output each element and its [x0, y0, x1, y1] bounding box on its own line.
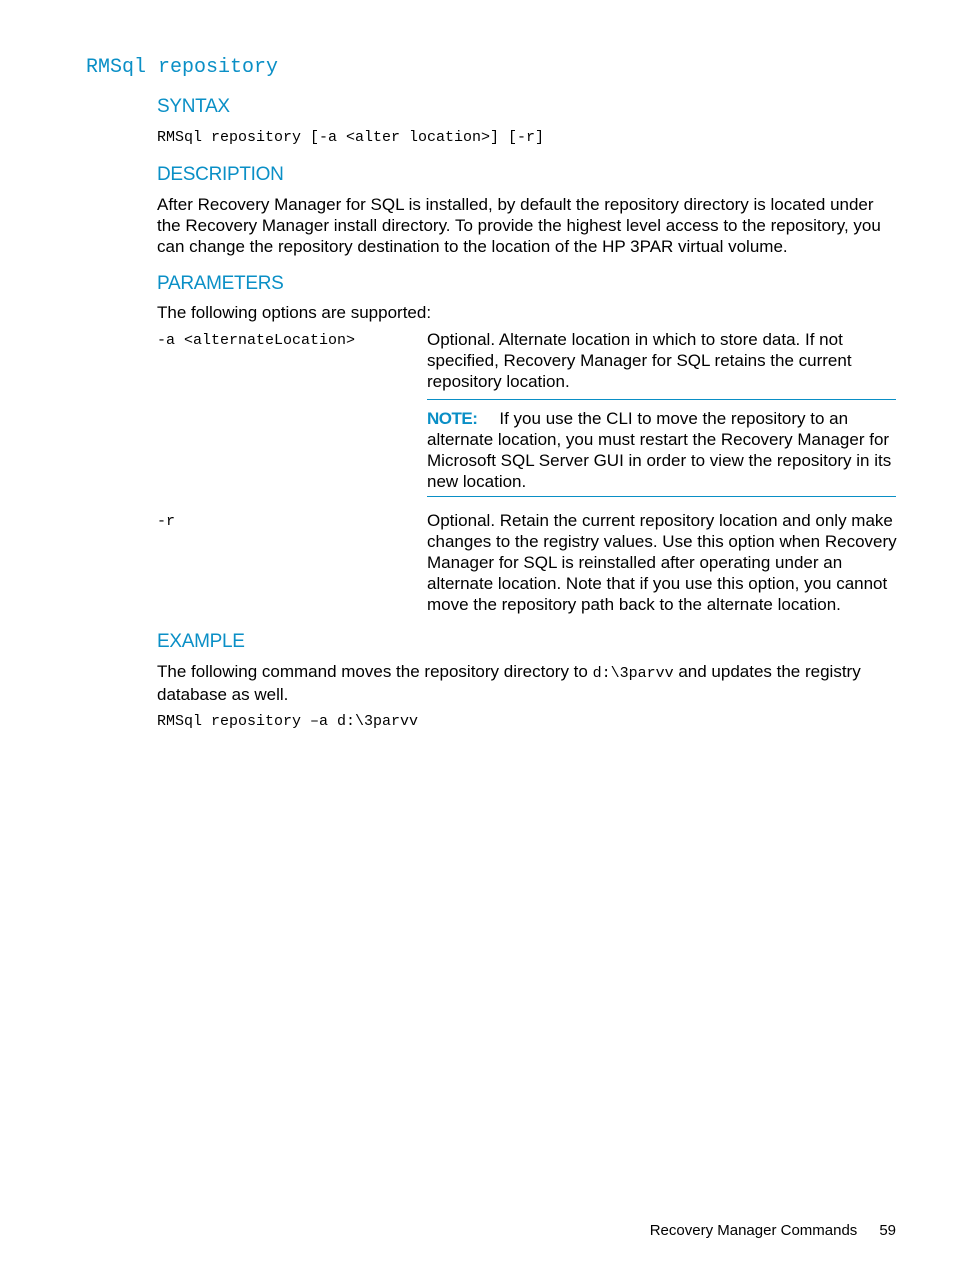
description-text — [157, 194, 897, 257]
description-line: the Recovery Manager install directory. To provide the highest level access to the repository, you — [157, 216, 881, 235]
page-title: RMSql repository — [86, 56, 279, 79]
option-a-line: specified, Recovery Manager for SQL retains the current — [427, 351, 852, 370]
footer-section-name: Recovery Manager Commands — [649, 1222, 858, 1239]
example-inline-code: d:\3parvv — [592, 665, 674, 682]
parameters-intro: The following options are supported: — [157, 303, 432, 322]
option-r-line: changes to the registry values. Use this option when Recovery — [427, 532, 897, 551]
option-r-description — [427, 510, 897, 615]
example-code: RMSql repository –a d:\3parvv — [157, 713, 419, 730]
example-text-after: and updates the registry — [673, 662, 861, 681]
note-line: Microsoft SQL Server GUI in order to view the repository in its — [427, 451, 892, 470]
example-text-before: The following command moves the repository directory to — [157, 662, 593, 681]
option-a-description — [427, 329, 897, 392]
note-line: If you use the CLI to move the repository to an — [499, 409, 849, 428]
note-label: NOTE: — [427, 409, 478, 428]
option-r-flag: -r — [157, 513, 176, 530]
note-line: new location. — [427, 472, 527, 491]
description-heading: DESCRIPTION — [157, 164, 284, 185]
syntax-heading: SYNTAX — [157, 96, 230, 117]
example-text — [157, 661, 897, 705]
option-r-line: alternate location. Note that if you use this option, you cannot — [427, 574, 888, 593]
example-heading: EXAMPLE — [157, 631, 245, 652]
option-r-line: Optional. Retain the current repository location and only make — [427, 511, 893, 530]
description-line: can change the repository destination to the location of the HP 3PAR virtual volume. — [157, 237, 788, 256]
page-number: 59 — [879, 1222, 896, 1239]
note-box — [427, 399, 896, 497]
syntax-code: RMSql repository [-a <alter location>] [-r] — [157, 129, 545, 146]
note-text — [427, 408, 896, 492]
option-r-line: move the repository path back to the alternate location. — [427, 595, 841, 614]
note-line: alternate location, you must restart the Recovery Manager for — [427, 430, 890, 449]
option-a-line: repository location. — [427, 372, 570, 391]
description-line: After Recovery Manager for SQL is installed, by default the repository directory is located under — [157, 195, 874, 214]
parameters-heading: PARAMETERS — [157, 273, 284, 294]
option-a-flag: -a <alternateLocation> — [157, 332, 356, 349]
option-a-line: Optional. Alternate location in which to store data. If not — [427, 330, 843, 349]
example-line2: database as well. — [157, 685, 289, 704]
page-footer — [650, 1222, 896, 1239]
option-r-line: Manager for SQL is reinstalled after operating under an — [427, 553, 843, 572]
